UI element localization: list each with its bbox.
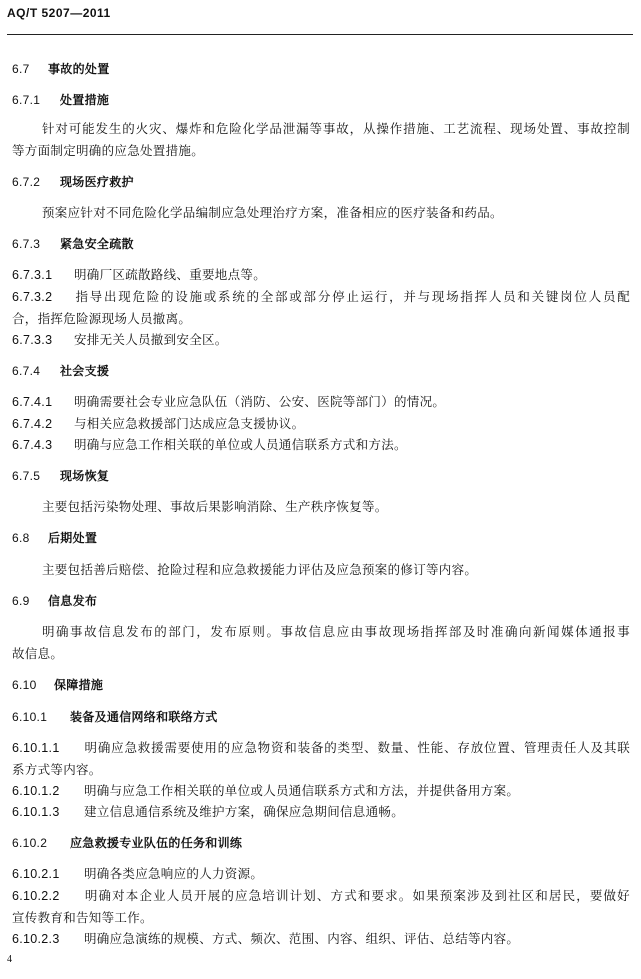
section-heading-6-10 (12, 676, 630, 694)
paragraph-line: 针对可能发生的火灾、爆炸和危险化学品泄漏等事故，从操作措施、工艺流程、现场处置、事故控制 (42, 121, 630, 136)
item-text: 明确厂区疏散路线、重要地点等。 (74, 267, 267, 282)
paragraph-line: 主要包括污染物处理、事故后果影响消除、生产秩序恢复等。 (42, 499, 388, 514)
paragraph-line: 主要包括善后赔偿、抢险过程和应急救援能力评估及应急预案的修订等内容。 (42, 562, 478, 577)
section-number: 6.10.2 (12, 836, 48, 850)
section-title: 装备及通信网络和联络方式 (70, 710, 218, 724)
item-number: 6.7.4.3 (12, 438, 53, 452)
list-item (12, 865, 630, 883)
item-text: 安排无关人员撤到安全区。 (74, 332, 228, 347)
section-heading-6-7-5 (12, 467, 630, 485)
section-title: 社会支援 (60, 364, 110, 378)
list-item (12, 739, 630, 757)
section-heading-6-8 (12, 529, 630, 547)
list-item (12, 782, 630, 800)
item-text: 明确应急演练的规模、方式、频次、范围、内容、组织、评估、总结等内容。 (84, 931, 520, 946)
section-title: 紧急安全疏散 (60, 237, 134, 251)
list-item (12, 415, 630, 433)
item-number: 6.7.3.3 (12, 333, 53, 347)
item-number: 6.10.2.3 (12, 932, 60, 946)
item-number: 6.10.1.3 (12, 805, 60, 819)
section-title: 后期处置 (48, 531, 98, 545)
list-item-continuation: 宣传教育和告知等工作。 (12, 910, 153, 925)
item-text: 明确各类应急响应的人力资源。 (84, 866, 264, 881)
item-number: 6.10.2.1 (12, 867, 60, 881)
section-number: 6.10 (12, 678, 37, 692)
paragraph-line: 预案应针对不同危险化学品编制应急处理治疗方案，准备相应的医疗装备和药品。 (42, 205, 503, 220)
section-heading-6-7-1 (12, 91, 630, 109)
page-number: 4 (7, 954, 12, 965)
section-heading-6-7-3 (12, 235, 630, 253)
item-number: 6.7.3.1 (12, 268, 53, 282)
section-title: 事故的处置 (48, 62, 110, 76)
section-number: 6.7.4 (12, 364, 41, 378)
list-item (12, 803, 630, 821)
item-text: 建立信息通信系统及维护方案，确保应急期间信息通畅。 (84, 804, 405, 819)
section-heading-6-7-2 (12, 173, 630, 191)
section-number: 6.7.5 (12, 469, 41, 483)
section-heading-6-7-4 (12, 362, 630, 380)
section-title: 现场恢复 (60, 469, 110, 483)
list-item-continuation: 合，指挥危险源现场人员撤离。 (12, 311, 192, 326)
list-item (12, 288, 630, 306)
list-item (12, 266, 630, 284)
section-number: 6.8 (12, 531, 30, 545)
item-number: 6.10.2.2 (12, 889, 60, 903)
item-text: 明确应急救援需要使用的应急物资和装备的类型、数量、性能、存放位置、管理责任人及其联 (84, 740, 630, 755)
section-title: 现场医疗救护 (60, 175, 134, 189)
paragraph-line: 故信息。 (12, 646, 64, 661)
item-number: 6.10.1.1 (12, 741, 60, 755)
list-item-continuation: 系方式等内容。 (12, 762, 102, 777)
item-text: 明确需要社会专业应急队伍（消防、公安、医院等部门）的情况。 (74, 394, 446, 409)
list-item (12, 436, 630, 454)
item-text: 明确与应急工作相关联的单位或人员通信联系方式和方法。 (74, 437, 407, 452)
item-text: 明确对本企业人员开展的应急培训计划、方式和要求。如果预案涉及到社区和居民，要做好 (84, 888, 630, 903)
section-number: 6.7.3 (12, 237, 41, 251)
paragraph-line: 等方面制定明确的应急处置措施。 (12, 143, 205, 158)
section-title: 处置措施 (60, 93, 110, 107)
item-number: 6.10.1.2 (12, 784, 60, 798)
list-item (12, 930, 630, 948)
section-heading-6-9 (12, 592, 630, 610)
item-number: 6.7.4.1 (12, 395, 53, 409)
section-number: 6.7 (12, 62, 30, 76)
list-item (12, 393, 630, 411)
list-item (12, 887, 630, 905)
section-heading-6-7 (12, 60, 630, 78)
header-rule (7, 34, 633, 35)
section-title: 信息发布 (48, 594, 98, 608)
item-text: 与相关应急救援部门达成应急支援协议。 (74, 416, 305, 431)
section-title: 保障措施 (54, 678, 104, 692)
item-number: 6.7.3.2 (12, 290, 53, 304)
item-number: 6.7.4.2 (12, 417, 53, 431)
item-text: 指导出现危险的设施或系统的全部或部分停止运行，并与现场指挥人员和关键岗位人员配 (74, 289, 630, 304)
paragraph-line: 明确事故信息发布的部门，发布原则。事故信息应由事故现场指挥部及时准确向新闻媒体通报事 (42, 624, 630, 639)
item-text: 明确与应急工作相关联的单位或人员通信联系方式和方法，并提供备用方案。 (84, 783, 520, 798)
list-item (12, 331, 630, 349)
section-number: 6.7.2 (12, 175, 41, 189)
section-number: 6.10.1 (12, 710, 48, 724)
section-title: 应急救援专业队伍的任务和训练 (70, 836, 243, 850)
section-number: 6.9 (12, 594, 30, 608)
section-number: 6.7.1 (12, 93, 41, 107)
section-heading-6-10-2 (12, 834, 630, 852)
section-heading-6-10-1 (12, 708, 630, 726)
standard-code-header: AQ/T 5207—2011 (7, 6, 111, 20)
